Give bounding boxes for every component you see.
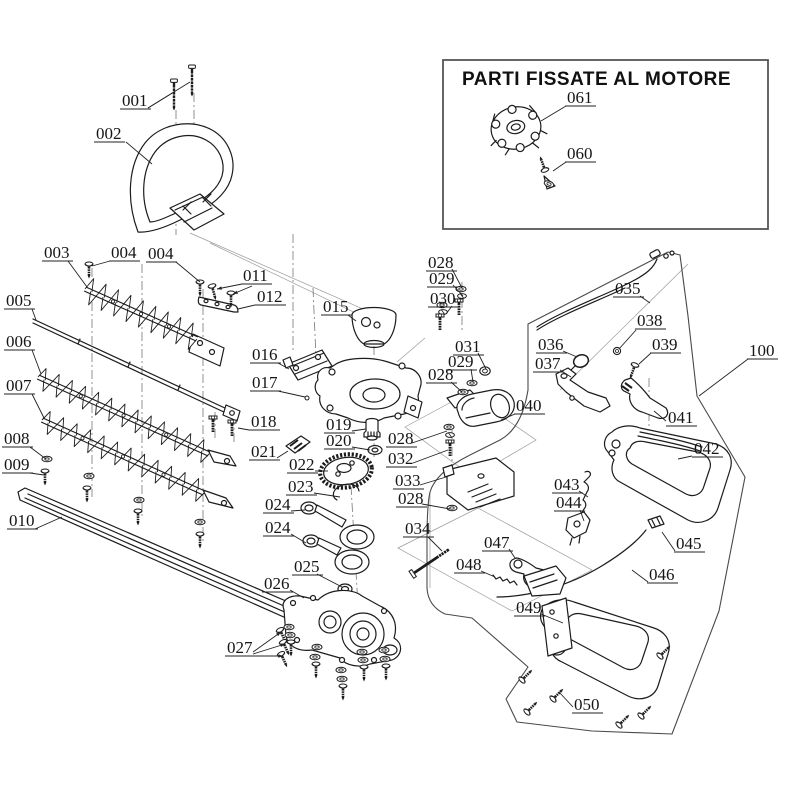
- svg-text:001: 001: [122, 91, 148, 110]
- fastener-bolt: [446, 440, 454, 456]
- svg-text:039: 039: [652, 335, 678, 354]
- svg-text:100: 100: [749, 341, 775, 360]
- part-label-034: [403, 519, 442, 551]
- fastener-spring: [446, 433, 455, 438]
- svg-text:038: 038: [637, 311, 663, 330]
- part-021-damper: [286, 436, 310, 453]
- svg-text:020: 020: [326, 431, 352, 450]
- svg-text:005: 005: [6, 291, 32, 310]
- svg-text:008: 008: [4, 429, 30, 448]
- fastener-screw: [615, 712, 632, 729]
- fastener-bolt: [436, 314, 444, 330]
- part-019-pinion: [364, 419, 380, 441]
- part-037-throttle-bracket: [556, 368, 610, 412]
- svg-text:049: 049: [516, 598, 542, 617]
- svg-text:024: 024: [265, 518, 291, 537]
- svg-text:025: 025: [294, 557, 320, 576]
- part-label-100: [699, 341, 778, 396]
- svg-text:021: 021: [251, 442, 277, 461]
- fastener-bolt: [209, 416, 217, 432]
- part-label-028: [386, 429, 447, 448]
- svg-text:012: 012: [257, 287, 283, 306]
- fastener-screw: [312, 662, 320, 679]
- part-label-035: [613, 279, 650, 303]
- part-006-blade-tang: [208, 450, 236, 466]
- part-label-001: [120, 82, 190, 110]
- part-label-046: [632, 565, 678, 584]
- svg-text:045: 045: [676, 534, 702, 553]
- svg-text:048: 048: [456, 555, 482, 574]
- part-label-003: [42, 243, 87, 287]
- svg-text:003: 003: [44, 243, 70, 262]
- svg-text:004: 004: [111, 243, 137, 262]
- part-label-028: [396, 489, 450, 509]
- fastener-screw: [339, 684, 347, 701]
- inset-box-title: PARTI FISSATE AL MOTORE: [462, 69, 732, 90]
- fastener-washer: [312, 644, 322, 650]
- fastener-screw-long: [189, 65, 196, 97]
- svg-text:032: 032: [388, 449, 414, 468]
- svg-text:031: 031: [455, 337, 481, 356]
- fastener-washer: [358, 657, 368, 663]
- part-label-005: [4, 291, 36, 320]
- fastener-screw: [360, 665, 368, 682]
- fastener-screw: [83, 486, 91, 503]
- fastener-washer: [134, 497, 144, 503]
- svg-text:033: 033: [395, 471, 421, 490]
- fastener-screw: [382, 664, 390, 681]
- fastener-screw: [523, 699, 540, 716]
- svg-text:011: 011: [243, 266, 268, 285]
- part-blade-bar: [37, 369, 210, 463]
- svg-text:030: 030: [430, 289, 456, 308]
- fastener-screw: [549, 686, 566, 703]
- svg-text:006: 006: [6, 332, 32, 351]
- part-044-latch: [566, 512, 590, 545]
- part-label-016: [250, 345, 289, 369]
- part-label-018: [238, 412, 280, 431]
- part-033-switch-housing: [443, 458, 514, 510]
- svg-text:028: 028: [388, 429, 414, 448]
- part-gear-housing: [315, 358, 422, 422]
- svg-text:044: 044: [556, 493, 582, 512]
- part-049-handle-lower: [541, 598, 670, 699]
- fastener-bolt: [228, 420, 236, 436]
- part-043-spring-wire: [580, 471, 590, 516]
- svg-text:061: 061: [567, 88, 593, 107]
- part-label-027: [225, 632, 285, 658]
- svg-text:017: 017: [252, 373, 278, 392]
- svg-text:041: 041: [668, 408, 694, 427]
- svg-text:060: 060: [567, 144, 593, 163]
- fastener-washer: [379, 647, 389, 653]
- fastener-washer: [285, 632, 295, 638]
- fastener-washer: [380, 656, 390, 662]
- svg-text:050: 050: [574, 695, 600, 714]
- part-047-trigger: [510, 558, 566, 596]
- fastener-screw: [637, 703, 654, 720]
- part-040-gear-head: [447, 390, 514, 427]
- svg-text:007: 007: [6, 376, 32, 395]
- svg-text:023: 023: [288, 477, 314, 496]
- svg-text:043: 043: [554, 475, 580, 494]
- part-048-spring: [493, 575, 517, 585]
- svg-text:019: 019: [326, 415, 352, 434]
- svg-text:040: 040: [516, 396, 542, 415]
- fastener-washer: [467, 380, 477, 386]
- part-label-033: [393, 471, 446, 490]
- svg-text:035: 035: [615, 279, 641, 298]
- svg-text:002: 002: [96, 124, 122, 143]
- part-007-blade-tang: [203, 490, 233, 508]
- part-label-007: [4, 376, 44, 418]
- svg-text:028: 028: [398, 489, 424, 508]
- fastener-screw: [134, 509, 142, 526]
- svg-text:042: 042: [694, 439, 720, 458]
- part-label-048: [454, 555, 495, 577]
- part-label-004: [92, 243, 140, 266]
- part-020-washer-ring: [368, 446, 382, 455]
- svg-text:027: 027: [227, 638, 253, 657]
- fastener-screw-long: [171, 79, 178, 111]
- fastener-washer: [444, 424, 454, 430]
- part-label-037: [533, 354, 571, 377]
- fastener-screw: [41, 469, 49, 486]
- part-label-024: [263, 518, 306, 543]
- svg-text:022: 022: [289, 455, 315, 474]
- svg-text:028: 028: [428, 365, 454, 384]
- svg-text:046: 046: [649, 565, 675, 584]
- svg-text:024: 024: [265, 495, 291, 514]
- part-026-cover: [283, 590, 400, 666]
- fastener-screw: [208, 283, 220, 301]
- part-label-047: [482, 533, 515, 558]
- inset-box: [443, 60, 768, 229]
- fastener-washer: [195, 519, 205, 525]
- part-045-clip: [648, 516, 664, 528]
- part-label-012: [238, 287, 286, 309]
- fastener-screw: [626, 362, 639, 380]
- svg-text:009: 009: [4, 455, 30, 474]
- part-041-throttle-lever: [621, 378, 667, 418]
- part-label-024: [263, 495, 305, 514]
- fastener-washer: [337, 676, 347, 682]
- part-label-009: [2, 455, 44, 475]
- svg-text:004: 004: [148, 244, 174, 263]
- part-005-guide-rod: [33, 319, 240, 421]
- part-label-021: [249, 442, 288, 461]
- part-label-022: [287, 455, 328, 474]
- svg-text:010: 010: [9, 511, 35, 530]
- fastener-washer: [336, 667, 346, 673]
- part-label-004: [146, 244, 200, 282]
- part-label-020: [324, 431, 370, 450]
- part-002-front-handle: [130, 124, 233, 232]
- svg-text:047: 047: [484, 533, 510, 552]
- svg-text:015: 015: [323, 297, 349, 316]
- fastener-nut: [480, 367, 490, 375]
- part-015-clutch-cup: [352, 308, 396, 348]
- svg-text:036: 036: [538, 335, 564, 354]
- fastener-washer: [447, 505, 457, 511]
- svg-text:029: 029: [429, 269, 455, 288]
- fastener-pin: [305, 396, 309, 400]
- svg-text:037: 037: [535, 354, 561, 373]
- svg-text:016: 016: [252, 345, 278, 364]
- svg-text:029: 029: [448, 352, 474, 371]
- svg-text:034: 034: [405, 519, 431, 538]
- svg-text:018: 018: [251, 412, 277, 431]
- svg-text:028: 028: [428, 253, 454, 272]
- part-label-039: [639, 335, 681, 364]
- part-blade-bar: [84, 279, 198, 350]
- part-label-045: [662, 532, 705, 553]
- fastener-washer: [284, 624, 294, 630]
- part-label-015: [321, 297, 356, 321]
- fastener-washer: [84, 473, 94, 479]
- part-label-050: [559, 692, 603, 714]
- part-label-006: [4, 332, 41, 374]
- fastener-washer: [357, 649, 367, 655]
- svg-text:026: 026: [264, 574, 290, 593]
- fastener-washer: [310, 654, 320, 660]
